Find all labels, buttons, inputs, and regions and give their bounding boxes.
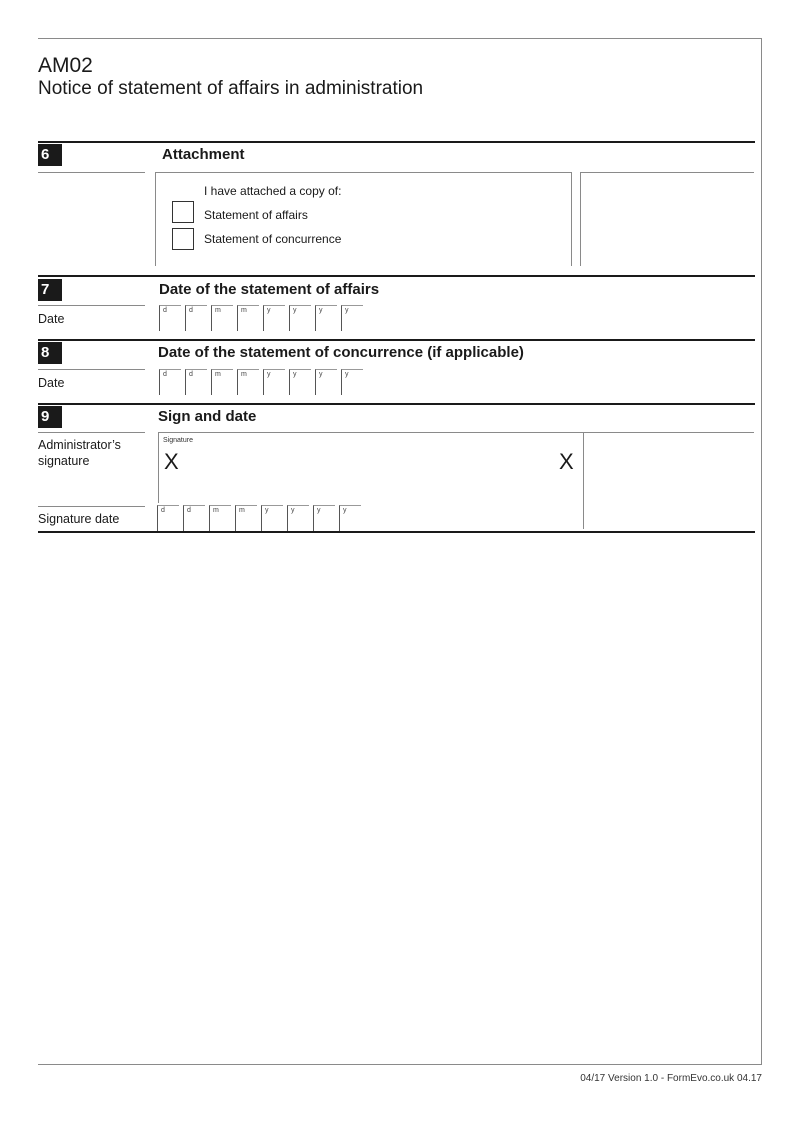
statement-of-affairs-date-input[interactable]: d d m m y y y y	[159, 305, 369, 331]
section-6-title: Attachment	[162, 146, 245, 163]
section-6-label-rule	[38, 172, 145, 173]
section-7-label-rule	[38, 305, 145, 306]
attachment-intro: I have attached a copy of:	[204, 184, 342, 198]
section-8-label-rule	[38, 369, 145, 370]
section-6-rule	[38, 141, 755, 143]
section-9-title: Sign and date	[158, 408, 257, 425]
statement-of-affairs-label: Statement of affairs	[204, 208, 308, 222]
statement-of-affairs-checkbox[interactable]	[172, 201, 194, 223]
page-frame-right	[761, 38, 762, 1065]
section-8-date-label: Date	[38, 376, 65, 390]
section-8-number: 8	[38, 342, 62, 364]
signature-date-label: Signature date	[38, 512, 120, 526]
statement-of-concurrence-date-input[interactable]: d d m m y y y y	[159, 369, 369, 395]
administrator-signature-label: Administrator’s signature	[38, 438, 121, 468]
statement-of-concurrence-label: Statement of concurrence	[204, 232, 342, 246]
section-9-bottom-rule	[38, 531, 755, 533]
form-code: AM02	[38, 54, 93, 77]
section-7-title: Date of the statement of affairs	[159, 281, 380, 298]
section-8-title: Date of the statement of concurrence (if applicable)	[158, 344, 524, 361]
form-title: Notice of statement of affairs in administration	[38, 78, 424, 99]
signature-field-label: Signature	[163, 437, 193, 444]
section-9-number: 9	[38, 406, 62, 428]
signature-start-mark: X	[164, 449, 179, 474]
page-frame-bottom	[38, 1064, 762, 1065]
signature-date-input[interactable]: d d m m y y y y	[157, 505, 367, 531]
section-9-rule	[38, 403, 755, 405]
section-7-date-label: Date	[38, 312, 65, 326]
section-8-rule	[38, 339, 755, 341]
footer-version: 04/17 Version 1.0 - FormEvo.co.uk 04.17	[580, 1073, 762, 1084]
section-7-rule	[38, 275, 755, 277]
statement-of-concurrence-checkbox[interactable]	[172, 228, 194, 250]
section-6-number: 6	[38, 144, 62, 166]
section-7-number: 7	[38, 279, 62, 301]
page-frame-top	[38, 38, 762, 39]
signature-date-label-rule	[38, 506, 145, 507]
section-9-label-rule	[38, 432, 145, 433]
signature-end-mark: X	[559, 449, 574, 474]
